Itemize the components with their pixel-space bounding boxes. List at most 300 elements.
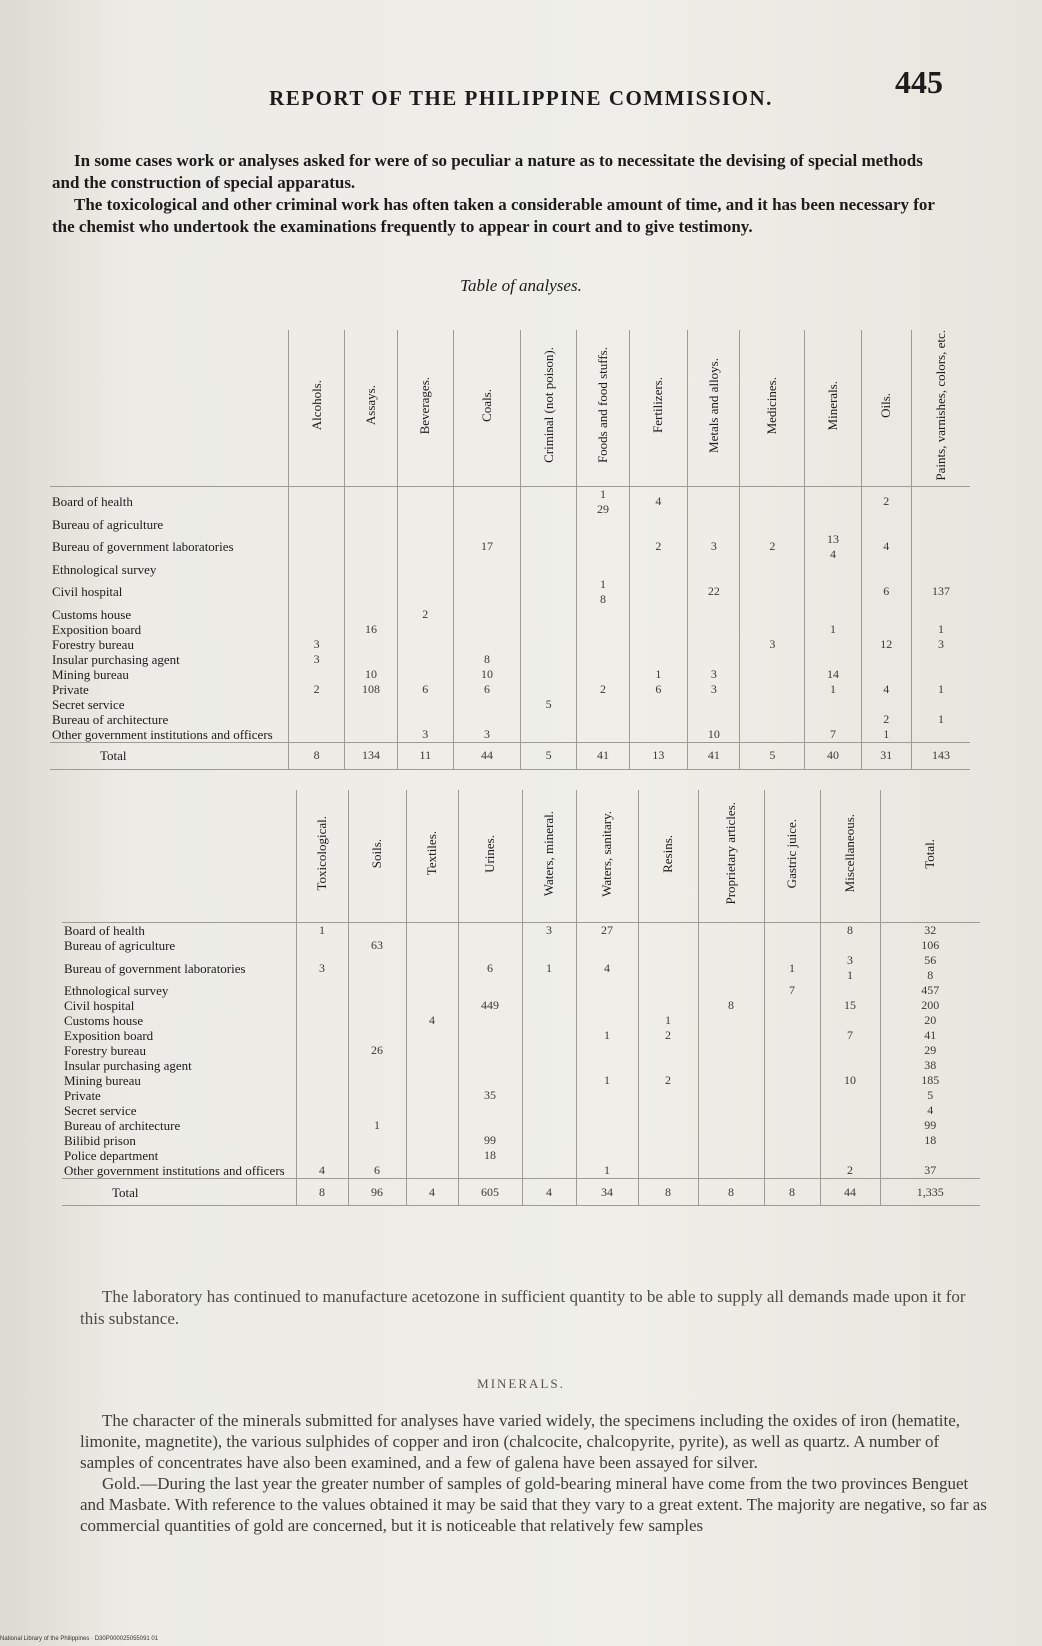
total-cell: 605 — [458, 1179, 522, 1206]
table-cell — [454, 622, 521, 637]
table-cell — [577, 622, 629, 637]
table-cell: 2 — [638, 1028, 698, 1043]
row-label: Bureau of architecture — [52, 711, 169, 727]
table-cell — [520, 727, 576, 743]
table-cell — [698, 1013, 764, 1028]
table-cell — [764, 1163, 820, 1179]
table-row — [62, 923, 980, 939]
table-cell — [296, 938, 348, 953]
table-row — [50, 562, 970, 577]
table-cell — [577, 697, 629, 712]
total-cell: 41 — [577, 742, 629, 769]
row-label: Private — [64, 1088, 101, 1103]
footer-credit: National Library of the Philippines · D30P000025055091 01 — [0, 1636, 159, 1642]
table-cell — [522, 1043, 576, 1058]
table-cell: 5 — [880, 1088, 980, 1103]
table-cell — [345, 532, 397, 562]
table-row — [62, 1058, 980, 1073]
table-cell — [406, 983, 458, 998]
column-header-label: Miscellaneous. — [842, 814, 857, 893]
table-cell — [397, 532, 453, 562]
row-label: Other government institutions and officers — [52, 726, 273, 742]
table-cell: 4 — [861, 682, 911, 697]
table-cell — [522, 1058, 576, 1073]
table-cell — [288, 622, 344, 637]
column-header — [288, 330, 344, 486]
table-cell — [458, 1028, 522, 1043]
total-cell: 34 — [576, 1179, 638, 1206]
table-cell — [805, 562, 861, 577]
column-header — [880, 790, 980, 923]
table-cell: 1 — [576, 1028, 638, 1043]
total-cell: 8 — [764, 1179, 820, 1206]
table-cell: 1 — [348, 1118, 406, 1133]
table-cell — [348, 1088, 406, 1103]
table-cell — [348, 923, 406, 939]
table-cell — [458, 1118, 522, 1133]
row-label: Forestry bureau — [52, 636, 134, 652]
row-label: Insular purchasing agent — [64, 1058, 192, 1073]
row-label: Board of health — [64, 923, 145, 938]
table-cell — [698, 953, 764, 983]
table-cell — [406, 1058, 458, 1073]
table-cell: 2 — [861, 486, 911, 517]
table-cell — [764, 1043, 820, 1058]
table-cell: 7 — [820, 1028, 880, 1043]
table-cell — [688, 486, 740, 517]
table-cell — [288, 697, 344, 712]
table-cell: 37 — [880, 1163, 980, 1179]
table-cell: 1 — [861, 727, 911, 743]
total-cell: 41 — [688, 742, 740, 769]
table-cell — [522, 1148, 576, 1163]
table-cell: 10 — [820, 1073, 880, 1088]
table-cell — [296, 1028, 348, 1043]
table-cell — [861, 697, 911, 712]
row-label: Secret service — [64, 1103, 137, 1118]
table-row — [50, 486, 970, 517]
row-label: Secret service — [52, 696, 125, 712]
column-header — [454, 330, 521, 486]
table-cell — [805, 486, 861, 517]
table-cell — [698, 938, 764, 953]
table-cell — [638, 998, 698, 1013]
table-cell — [296, 1073, 348, 1088]
table-cell: 6 — [348, 1163, 406, 1179]
table-cell — [288, 532, 344, 562]
table-cell — [345, 486, 397, 517]
table-cell — [296, 1103, 348, 1118]
table-cell — [820, 1148, 880, 1163]
table-cell — [348, 998, 406, 1013]
table-cell — [805, 652, 861, 667]
table-cell: 13 4 — [805, 532, 861, 562]
table-cell — [764, 1133, 820, 1148]
column-header-label: Paints, varnishes, colors, etc. — [932, 330, 948, 481]
table-row — [50, 697, 970, 712]
table-cell — [698, 1058, 764, 1073]
table-row — [62, 1013, 980, 1028]
intro-paragraph-2: The toxicological and other criminal work has often taken a considerable amount of time, and it has been necessary for the chemist who undertook the examinations frequently to appear in court and to give testimony. — [52, 195, 935, 236]
table-cell — [576, 998, 638, 1013]
table-row — [50, 637, 970, 652]
table-cell — [577, 607, 629, 622]
table-cell — [458, 1013, 522, 1028]
row-label: Exposition board — [64, 1028, 154, 1043]
table-cell — [348, 983, 406, 998]
table-cell — [406, 953, 458, 983]
table-cell — [698, 1043, 764, 1058]
total-cell: 8 — [288, 742, 344, 769]
table-cell — [397, 517, 453, 532]
table-cell — [688, 562, 740, 577]
table-cell — [577, 532, 629, 562]
row-label: Customs house — [64, 1013, 144, 1028]
table-cell — [764, 1058, 820, 1073]
column-header-label: Oils. — [878, 392, 894, 418]
table-cell — [911, 652, 970, 667]
table-cell — [911, 667, 970, 682]
table-cell: 18 — [880, 1133, 980, 1148]
row-label: Mining bureau — [52, 666, 129, 682]
table-cell: 449 — [458, 998, 522, 1013]
table-cell — [576, 1043, 638, 1058]
table-cell — [698, 1118, 764, 1133]
column-header — [629, 330, 688, 486]
table-cell — [458, 983, 522, 998]
table-cell: 3 — [688, 532, 740, 562]
row-label: Board of health — [52, 494, 133, 510]
table-cell — [688, 652, 740, 667]
table-cell — [397, 622, 453, 637]
table-cell: 17 — [454, 532, 521, 562]
table-cell — [638, 1148, 698, 1163]
table-cell — [345, 637, 397, 652]
intro-text — [52, 150, 952, 238]
table-cell: 10 — [345, 667, 397, 682]
table-cell — [406, 1088, 458, 1103]
table-cell: 2 — [288, 682, 344, 697]
table-cell — [454, 577, 521, 607]
column-header-label: Proprietary articles. — [723, 802, 738, 905]
table-cell: 4 — [576, 953, 638, 983]
table-cell — [397, 697, 453, 712]
table-cell — [880, 1148, 980, 1163]
table-cell — [764, 1088, 820, 1103]
table-cell: 8 — [820, 923, 880, 939]
column-header — [861, 330, 911, 486]
table-cell: 10 — [688, 727, 740, 743]
table-cell: 1 — [911, 682, 970, 697]
row-label: Private — [52, 681, 89, 697]
table-cell: 1 — [629, 667, 688, 682]
row-label: Bilibid prison — [64, 1133, 136, 1148]
table-row — [62, 953, 980, 983]
closing-text — [80, 1286, 980, 1330]
table-cell: 2 — [397, 607, 453, 622]
table-cell — [345, 577, 397, 607]
minerals-text — [80, 1410, 990, 1536]
section-heading-minerals: MINERALS. — [477, 1376, 565, 1391]
table-cell — [740, 652, 805, 667]
table-cell — [397, 577, 453, 607]
table-cell — [764, 923, 820, 939]
table-cell — [288, 562, 344, 577]
table-cell: 1 — [805, 682, 861, 697]
total-cell: 44 — [820, 1179, 880, 1206]
table-cell: 26 — [348, 1043, 406, 1058]
table-cell — [576, 1148, 638, 1163]
column-header — [805, 330, 861, 486]
total-row — [62, 1179, 980, 1206]
table-cell — [397, 562, 453, 577]
table-cell — [638, 983, 698, 998]
table-cell — [397, 637, 453, 652]
table-cell — [522, 1088, 576, 1103]
table-cell — [805, 577, 861, 607]
row-label: Civil hospital — [52, 584, 123, 600]
table-cell — [454, 697, 521, 712]
table-cell — [345, 562, 397, 577]
table-cell — [805, 712, 861, 727]
total-cell: 40 — [805, 742, 861, 769]
table-cell: 3 — [740, 637, 805, 652]
total-cell: 31 — [861, 742, 911, 769]
table-cell — [911, 532, 970, 562]
total-cell: 5 — [520, 742, 576, 769]
table-cell — [296, 983, 348, 998]
table-cell — [861, 517, 911, 532]
table-cell — [454, 607, 521, 622]
table-cell — [458, 938, 522, 953]
table-row — [62, 998, 980, 1013]
table-cell — [688, 607, 740, 622]
table-cell — [698, 1103, 764, 1118]
table-cell: 18 — [458, 1148, 522, 1163]
table-row — [50, 667, 970, 682]
table-cell — [688, 697, 740, 712]
table-cell — [296, 1133, 348, 1148]
column-header — [458, 790, 522, 923]
table-cell — [522, 1073, 576, 1088]
table-cell — [522, 983, 576, 998]
table-cell — [577, 667, 629, 682]
table-cell: 200 — [880, 998, 980, 1013]
table-row — [62, 1103, 980, 1118]
table-cell — [629, 562, 688, 577]
table-cell: 6 — [458, 953, 522, 983]
table-cell — [638, 1103, 698, 1118]
table-cell: 8 — [454, 652, 521, 667]
table-cell — [629, 517, 688, 532]
table-row — [62, 1118, 980, 1133]
total-cell: 4 — [406, 1179, 458, 1206]
table-cell — [629, 637, 688, 652]
table-cell: 6 — [861, 577, 911, 607]
table-cell — [740, 697, 805, 712]
table-cell — [520, 667, 576, 682]
table-cell — [577, 517, 629, 532]
table-cell — [764, 1028, 820, 1043]
table-cell — [764, 1103, 820, 1118]
running-title: REPORT OF THE PHILIPPINE COMMISSION. — [269, 86, 773, 110]
table-cell — [454, 637, 521, 652]
table-cell — [740, 607, 805, 622]
table-cell: 2 — [861, 712, 911, 727]
table-cell — [348, 1103, 406, 1118]
table-cell — [820, 1043, 880, 1058]
table-cell: 3 — [296, 953, 348, 983]
table-cell — [629, 652, 688, 667]
table-cell — [805, 517, 861, 532]
table-cell: 4 — [880, 1103, 980, 1118]
table-cell — [288, 667, 344, 682]
table-cell — [764, 1118, 820, 1133]
table-cell — [458, 1163, 522, 1179]
table-cell — [911, 486, 970, 517]
table-cell — [345, 697, 397, 712]
table-cell — [688, 712, 740, 727]
table-cell — [348, 1013, 406, 1028]
table-cell — [345, 727, 397, 743]
table-title: Table of analyses. — [460, 276, 582, 295]
table-cell — [638, 1163, 698, 1179]
table-cell — [740, 727, 805, 743]
table-cell: 3 — [688, 682, 740, 697]
table-row — [50, 712, 970, 727]
table-cell — [688, 637, 740, 652]
table-cell — [861, 667, 911, 682]
table-cell — [820, 1058, 880, 1073]
row-label: Bureau of government laboratories — [52, 539, 234, 555]
closing-paragraph: The laboratory has continued to manufacture acetozone in sufficient quantity to be able to supply all demands made upon it for this substance. — [80, 1287, 966, 1328]
analyses-table-1 — [50, 330, 970, 770]
column-header-label: Waters, sanitary. — [599, 810, 614, 897]
total-cell: 143 — [911, 742, 970, 769]
table-cell — [454, 517, 521, 532]
table-cell — [406, 1073, 458, 1088]
table-row — [62, 1043, 980, 1058]
table-cell — [520, 712, 576, 727]
table-cell — [406, 923, 458, 939]
table-cell — [522, 1118, 576, 1133]
table-cell — [454, 562, 521, 577]
table-cell — [458, 1073, 522, 1088]
table-cell — [458, 1043, 522, 1058]
table-cell: 32 — [880, 923, 980, 939]
row-label: Bureau of agriculture — [64, 938, 176, 953]
column-header — [698, 790, 764, 923]
table-cell — [638, 1043, 698, 1058]
table-cell — [520, 532, 576, 562]
table-cell: 12 — [861, 637, 911, 652]
row-label: Bureau of agriculture — [52, 516, 164, 532]
table-cell — [698, 983, 764, 998]
table-cell — [740, 622, 805, 637]
total-label: Total — [62, 1179, 296, 1206]
table-cell — [296, 1088, 348, 1103]
table-cell: 457 — [880, 983, 980, 998]
table-cell — [764, 1148, 820, 1163]
total-cell: 5 — [740, 742, 805, 769]
table-cell — [629, 622, 688, 637]
table-cell — [296, 1118, 348, 1133]
column-header — [522, 790, 576, 923]
table-cell — [911, 562, 970, 577]
table-row — [62, 1028, 980, 1043]
table-cell: 1 — [296, 923, 348, 939]
total-cell: 96 — [348, 1179, 406, 1206]
column-header-label: Resins. — [660, 834, 675, 873]
analyses-table-2 — [62, 790, 980, 1206]
table-cell — [288, 727, 344, 743]
row-label: Bureau of government laboratories — [64, 960, 246, 976]
table-cell — [406, 1043, 458, 1058]
column-header — [740, 330, 805, 486]
table-cell — [397, 486, 453, 517]
table-cell — [698, 1148, 764, 1163]
table-cell — [820, 1103, 880, 1118]
column-header-label: Waters, mineral. — [541, 810, 556, 897]
table-cell: 1 — [522, 953, 576, 983]
table-cell — [576, 938, 638, 953]
table-cell: 29 — [880, 1043, 980, 1058]
table-cell — [406, 1148, 458, 1163]
table-cell — [522, 1133, 576, 1148]
table-cell — [348, 1028, 406, 1043]
column-header — [397, 330, 453, 486]
total-cell: 44 — [454, 742, 521, 769]
table-row — [50, 727, 970, 743]
table-corner — [50, 330, 288, 486]
table-cell — [576, 1118, 638, 1133]
table-cell — [638, 1118, 698, 1133]
table-row — [62, 983, 980, 998]
column-header — [520, 330, 576, 486]
table-cell — [740, 486, 805, 517]
table-cell — [911, 607, 970, 622]
column-header — [348, 790, 406, 923]
page-number: 445 — [895, 64, 943, 100]
column-header — [688, 330, 740, 486]
table-cell — [397, 652, 453, 667]
total-cell: 13 — [629, 742, 688, 769]
column-header — [345, 330, 397, 486]
table-cell — [805, 697, 861, 712]
table-cell — [805, 607, 861, 622]
row-label: Customs house — [52, 606, 132, 622]
table-cell — [288, 486, 344, 517]
table-cell: 3 — [688, 667, 740, 682]
table-cell — [520, 622, 576, 637]
table-cell — [522, 1103, 576, 1118]
table-cell: 1 — [805, 622, 861, 637]
table-cell — [522, 1163, 576, 1179]
table-cell: 3 — [288, 637, 344, 652]
table-cell — [296, 1013, 348, 1028]
column-header-label: Fertilizers. — [650, 377, 666, 434]
row-label: Exposition board — [52, 621, 142, 637]
row-label: Police department — [64, 1148, 159, 1163]
table-cell — [629, 697, 688, 712]
table-cell — [520, 486, 576, 517]
table-cell — [820, 1133, 880, 1148]
table-cell — [296, 1043, 348, 1058]
table-cell — [805, 637, 861, 652]
table-cell — [698, 1073, 764, 1088]
table-cell — [638, 938, 698, 953]
table-cell — [698, 1133, 764, 1148]
